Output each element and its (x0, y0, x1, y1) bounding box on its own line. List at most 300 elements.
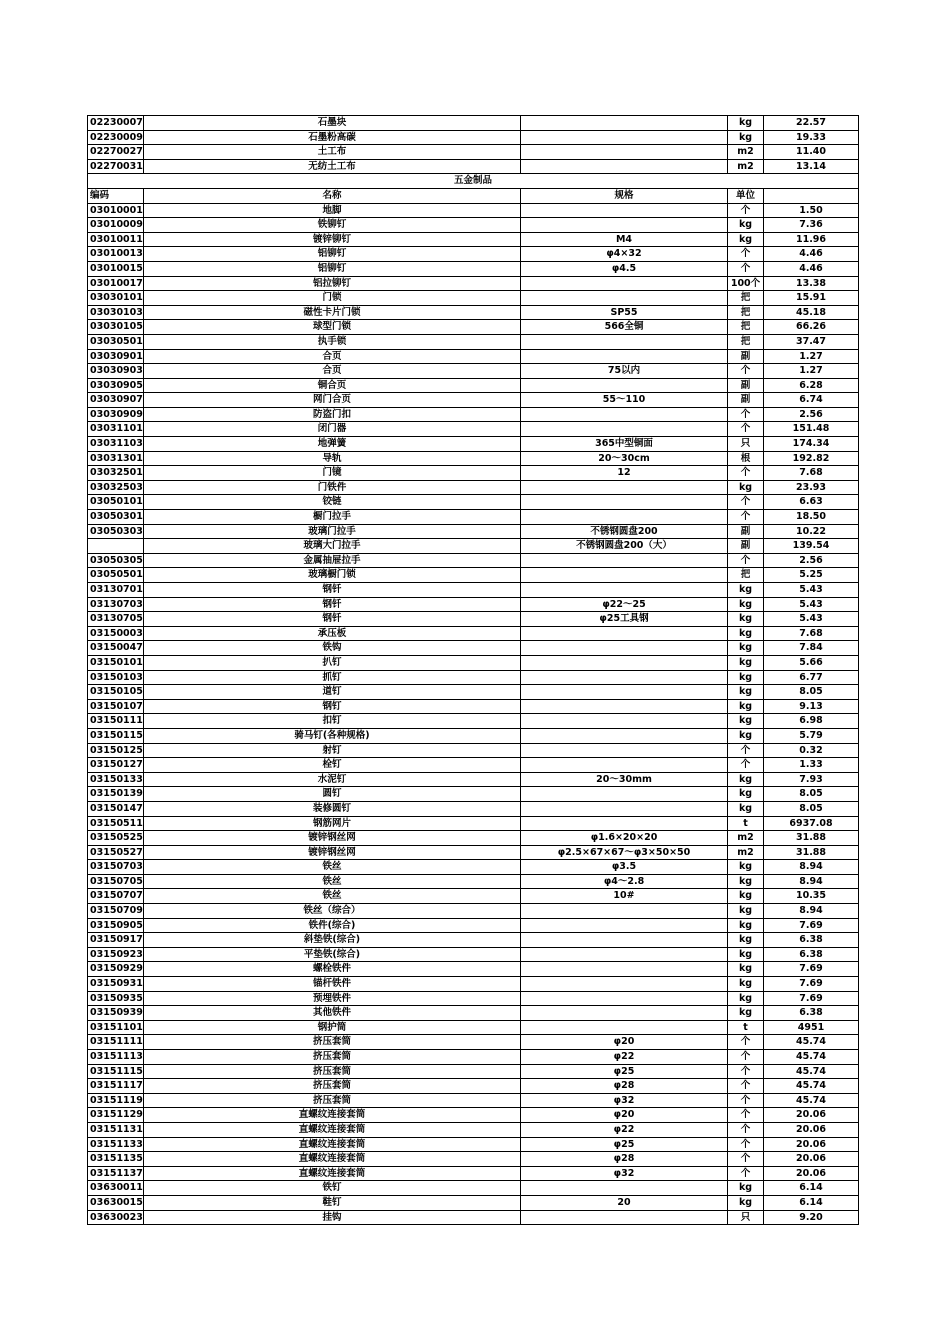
code-cell[interactable]: 03010015 (88, 261, 144, 276)
price-cell[interactable]: 7.69 (764, 962, 859, 977)
price-cell[interactable]: 6.14 (764, 1195, 859, 1210)
name-cell[interactable]: 挤压套筒 (144, 1035, 521, 1050)
unit-cell[interactable]: 个 (728, 510, 764, 525)
spec-cell[interactable]: φ2.5×67×67～φ3×50×50 (521, 845, 728, 860)
price-cell[interactable]: 6937.08 (764, 816, 859, 831)
unit-cell[interactable]: kg (728, 977, 764, 992)
name-cell[interactable]: 执手锁 (144, 334, 521, 349)
code-cell[interactable]: 03150101 (88, 655, 144, 670)
unit-cell[interactable]: kg (728, 874, 764, 889)
spec-cell[interactable] (521, 670, 728, 685)
price-cell[interactable]: 1.33 (764, 758, 859, 773)
code-cell[interactable]: 03150111 (88, 714, 144, 729)
unit-cell[interactable]: 个 (728, 407, 764, 422)
name-cell[interactable]: 铁丝 (144, 860, 521, 875)
price-cell[interactable]: 151.48 (764, 422, 859, 437)
unit-cell[interactable]: kg (728, 130, 764, 145)
spec-cell[interactable] (521, 495, 728, 510)
spec-cell[interactable]: φ22 (521, 1050, 728, 1065)
spec-cell[interactable] (521, 641, 728, 656)
code-cell[interactable]: 03030501 (88, 334, 144, 349)
name-cell[interactable]: 石墨粉高碳 (144, 130, 521, 145)
spec-cell[interactable] (521, 787, 728, 802)
code-cell[interactable]: 03050303 (88, 524, 144, 539)
spec-cell[interactable] (521, 655, 728, 670)
price-cell[interactable]: 5.66 (764, 655, 859, 670)
price-cell[interactable]: 11.96 (764, 232, 859, 247)
price-cell[interactable]: 13.38 (764, 276, 859, 291)
unit-cell[interactable]: m2 (728, 145, 764, 160)
unit-cell[interactable]: 个 (728, 1079, 764, 1094)
spec-cell[interactable]: φ28 (521, 1079, 728, 1094)
unit-cell[interactable]: 副 (728, 393, 764, 408)
name-cell[interactable]: 地弹簧 (144, 437, 521, 452)
code-cell[interactable]: 03150133 (88, 772, 144, 787)
name-cell[interactable]: 锚杆铁件 (144, 977, 521, 992)
code-cell[interactable]: 03150709 (88, 904, 144, 919)
price-cell[interactable]: 1.50 (764, 203, 859, 218)
spec-cell[interactable] (521, 116, 728, 131)
name-cell[interactable]: 挤压套筒 (144, 1093, 521, 1108)
unit-cell[interactable]: 把 (728, 334, 764, 349)
code-cell[interactable]: 03030103 (88, 305, 144, 320)
unit-cell[interactable]: m2 (728, 831, 764, 846)
code-cell[interactable]: 03630023 (88, 1210, 144, 1225)
spec-cell[interactable]: M4 (521, 232, 728, 247)
name-cell[interactable]: 玻璃门拉手 (144, 524, 521, 539)
unit-cell[interactable]: kg (728, 685, 764, 700)
unit-cell[interactable]: 个 (728, 1050, 764, 1065)
price-cell[interactable]: 7.68 (764, 466, 859, 481)
name-cell[interactable]: 铁丝 (144, 874, 521, 889)
spec-cell[interactable]: 365中型铜面 (521, 437, 728, 452)
code-cell[interactable]: 03010011 (88, 232, 144, 247)
code-cell[interactable]: 02230007 (88, 116, 144, 131)
code-cell[interactable]: 03150525 (88, 831, 144, 846)
code-cell[interactable]: 编码 (88, 188, 144, 203)
price-cell[interactable]: 4.46 (764, 247, 859, 262)
price-cell[interactable]: 9.13 (764, 699, 859, 714)
spec-cell[interactable]: φ32 (521, 1166, 728, 1181)
name-cell[interactable]: 镀锌钢丝网 (144, 845, 521, 860)
spec-cell[interactable] (521, 991, 728, 1006)
name-cell[interactable]: 球型门锁 (144, 320, 521, 335)
code-cell[interactable]: 03150705 (88, 874, 144, 889)
name-cell[interactable]: 直螺纹连接套筒 (144, 1137, 521, 1152)
price-cell[interactable]: 5.43 (764, 597, 859, 612)
unit-cell[interactable]: kg (728, 933, 764, 948)
unit-cell[interactable]: 副 (728, 539, 764, 554)
spec-cell[interactable]: 566全铜 (521, 320, 728, 335)
code-cell[interactable]: 03151113 (88, 1050, 144, 1065)
code-cell[interactable]: 02270031 (88, 159, 144, 174)
spec-cell[interactable]: φ25工具钢 (521, 612, 728, 627)
spec-cell[interactable]: 12 (521, 466, 728, 481)
price-cell[interactable]: 22.57 (764, 116, 859, 131)
name-cell[interactable]: 钢钎 (144, 597, 521, 612)
unit-cell[interactable]: 只 (728, 437, 764, 452)
unit-cell[interactable]: kg (728, 218, 764, 233)
spec-cell[interactable]: φ4～2.8 (521, 874, 728, 889)
spec-cell[interactable] (521, 159, 728, 174)
name-cell[interactable]: 铁钉 (144, 1181, 521, 1196)
code-cell[interactable]: 03150931 (88, 977, 144, 992)
code-cell[interactable]: 03032503 (88, 480, 144, 495)
code-cell[interactable]: 03151101 (88, 1020, 144, 1035)
code-cell[interactable]: 03050501 (88, 568, 144, 583)
code-cell[interactable]: 03150939 (88, 1006, 144, 1021)
price-cell[interactable]: 13.14 (764, 159, 859, 174)
spec-cell[interactable]: φ32 (521, 1093, 728, 1108)
code-cell[interactable]: 03031301 (88, 451, 144, 466)
code-cell[interactable]: 03151133 (88, 1137, 144, 1152)
unit-cell[interactable]: kg (728, 991, 764, 1006)
unit-cell[interactable]: kg (728, 728, 764, 743)
code-cell[interactable]: 03151115 (88, 1064, 144, 1079)
code-cell[interactable] (88, 539, 144, 554)
price-cell[interactable]: 139.54 (764, 539, 859, 554)
name-cell[interactable]: 抓钉 (144, 670, 521, 685)
name-cell[interactable]: 铝拉铆钉 (144, 276, 521, 291)
unit-cell[interactable]: 个 (728, 247, 764, 262)
unit-cell[interactable]: 个 (728, 1064, 764, 1079)
spec-cell[interactable]: SP55 (521, 305, 728, 320)
price-cell[interactable]: 6.38 (764, 947, 859, 962)
spec-cell[interactable]: φ20 (521, 1035, 728, 1050)
price-cell[interactable]: 5.79 (764, 728, 859, 743)
name-cell[interactable]: 钢钎 (144, 583, 521, 598)
spec-cell[interactable] (521, 1020, 728, 1035)
unit-cell[interactable]: 单位 (728, 188, 764, 203)
price-cell[interactable]: 2.56 (764, 553, 859, 568)
name-cell[interactable]: 网门合页 (144, 393, 521, 408)
price-cell[interactable]: 6.38 (764, 1006, 859, 1021)
name-cell[interactable]: 合页 (144, 364, 521, 379)
name-cell[interactable]: 直螺纹连接套筒 (144, 1108, 521, 1123)
unit-cell[interactable]: 个 (728, 743, 764, 758)
spec-cell[interactable]: 10# (521, 889, 728, 904)
unit-cell[interactable]: 个 (728, 1166, 764, 1181)
name-cell[interactable]: 骑马钉(各种规格) (144, 728, 521, 743)
name-cell[interactable]: 导轨 (144, 451, 521, 466)
code-cell[interactable]: 03030901 (88, 349, 144, 364)
spec-cell[interactable] (521, 145, 728, 160)
name-cell[interactable]: 玻璃大门拉手 (144, 539, 521, 554)
price-cell[interactable]: 45.74 (764, 1079, 859, 1094)
name-cell[interactable]: 闭门器 (144, 422, 521, 437)
price-cell[interactable]: 7.69 (764, 977, 859, 992)
unit-cell[interactable]: m2 (728, 159, 764, 174)
name-cell[interactable]: 扒钉 (144, 655, 521, 670)
code-cell[interactable]: 03010017 (88, 276, 144, 291)
price-cell[interactable]: 18.50 (764, 510, 859, 525)
name-cell[interactable]: 铰链 (144, 495, 521, 510)
name-cell[interactable]: 土工布 (144, 145, 521, 160)
unit-cell[interactable]: kg (728, 626, 764, 641)
name-cell[interactable]: 无纺土工布 (144, 159, 521, 174)
spec-cell[interactable]: φ22 (521, 1122, 728, 1137)
price-cell[interactable]: 7.69 (764, 991, 859, 1006)
unit-cell[interactable]: kg (728, 232, 764, 247)
code-cell[interactable]: 03130703 (88, 597, 144, 612)
price-cell[interactable]: 20.06 (764, 1152, 859, 1167)
spec-cell[interactable]: 55～110 (521, 393, 728, 408)
code-cell[interactable]: 03150935 (88, 991, 144, 1006)
price-cell[interactable]: 8.05 (764, 787, 859, 802)
price-cell[interactable]: 11.40 (764, 145, 859, 160)
price-cell[interactable]: 5.43 (764, 583, 859, 598)
unit-cell[interactable]: kg (728, 1006, 764, 1021)
code-cell[interactable]: 03030903 (88, 364, 144, 379)
spec-cell[interactable]: 20 (521, 1195, 728, 1210)
price-cell[interactable]: 9.20 (764, 1210, 859, 1225)
price-cell[interactable]: 192.82 (764, 451, 859, 466)
spec-cell[interactable] (521, 480, 728, 495)
name-cell[interactable]: 石墨块 (144, 116, 521, 131)
code-cell[interactable]: 03151129 (88, 1108, 144, 1123)
code-cell[interactable]: 03150917 (88, 933, 144, 948)
unit-cell[interactable]: kg (728, 947, 764, 962)
unit-cell[interactable]: kg (728, 889, 764, 904)
spec-cell[interactable]: 不锈钢圆盘200 (521, 524, 728, 539)
unit-cell[interactable]: 个 (728, 553, 764, 568)
name-cell[interactable]: 水泥钉 (144, 772, 521, 787)
unit-cell[interactable]: t (728, 1020, 764, 1035)
name-cell[interactable]: 金属抽屉拉手 (144, 553, 521, 568)
price-cell[interactable]: 0.32 (764, 743, 859, 758)
name-cell[interactable]: 防盗门扣 (144, 407, 521, 422)
name-cell[interactable]: 斜垫铁(综合) (144, 933, 521, 948)
code-cell[interactable]: 03030101 (88, 291, 144, 306)
price-cell[interactable]: 66.26 (764, 320, 859, 335)
name-cell[interactable]: 其他铁件 (144, 1006, 521, 1021)
unit-cell[interactable]: 把 (728, 305, 764, 320)
spec-cell[interactable] (521, 758, 728, 773)
code-cell[interactable]: 03010013 (88, 247, 144, 262)
price-cell[interactable] (764, 188, 859, 203)
code-cell[interactable]: 03150527 (88, 845, 144, 860)
spec-cell[interactable] (521, 203, 728, 218)
code-cell[interactable]: 03030905 (88, 378, 144, 393)
code-cell[interactable]: 03150105 (88, 685, 144, 700)
name-cell[interactable]: 射钉 (144, 743, 521, 758)
unit-cell[interactable]: kg (728, 641, 764, 656)
price-cell[interactable]: 174.34 (764, 437, 859, 452)
unit-cell[interactable]: 个 (728, 203, 764, 218)
code-cell[interactable]: 03150003 (88, 626, 144, 641)
name-cell[interactable]: 挂钩 (144, 1210, 521, 1225)
code-cell[interactable]: 02270027 (88, 145, 144, 160)
unit-cell[interactable]: 个 (728, 1137, 764, 1152)
price-cell[interactable]: 6.74 (764, 393, 859, 408)
name-cell[interactable]: 橱门拉手 (144, 510, 521, 525)
name-cell[interactable]: 磁性卡片门锁 (144, 305, 521, 320)
name-cell[interactable]: 门镜 (144, 466, 521, 481)
unit-cell[interactable]: kg (728, 962, 764, 977)
code-cell[interactable]: 03150047 (88, 641, 144, 656)
unit-cell[interactable]: 副 (728, 349, 764, 364)
spec-cell[interactable]: φ3.5 (521, 860, 728, 875)
price-cell[interactable]: 5.43 (764, 612, 859, 627)
spec-cell[interactable] (521, 728, 728, 743)
code-cell[interactable]: 03150923 (88, 947, 144, 962)
unit-cell[interactable]: 个 (728, 261, 764, 276)
unit-cell[interactable]: kg (728, 918, 764, 933)
spec-cell[interactable]: 75以内 (521, 364, 728, 379)
name-cell[interactable]: 铁丝 (144, 889, 521, 904)
spec-cell[interactable] (521, 743, 728, 758)
unit-cell[interactable]: 个 (728, 1152, 764, 1167)
price-cell[interactable]: 45.74 (764, 1035, 859, 1050)
spec-cell[interactable] (521, 714, 728, 729)
name-cell[interactable]: 栓钉 (144, 758, 521, 773)
name-cell[interactable]: 鞋钉 (144, 1195, 521, 1210)
unit-cell[interactable]: 个 (728, 1122, 764, 1137)
unit-cell[interactable]: 把 (728, 291, 764, 306)
unit-cell[interactable]: 个 (728, 466, 764, 481)
name-cell[interactable]: 门铁件 (144, 480, 521, 495)
name-cell[interactable]: 道钉 (144, 685, 521, 700)
code-cell[interactable]: 03150107 (88, 699, 144, 714)
unit-cell[interactable]: 个 (728, 758, 764, 773)
code-cell[interactable]: 03150703 (88, 860, 144, 875)
code-cell[interactable]: 03151119 (88, 1093, 144, 1108)
spec-cell[interactable] (521, 918, 728, 933)
spec-cell[interactable]: φ28 (521, 1152, 728, 1167)
code-cell[interactable]: 03151131 (88, 1122, 144, 1137)
unit-cell[interactable]: kg (728, 116, 764, 131)
unit-cell[interactable]: kg (728, 699, 764, 714)
name-cell[interactable]: 钢钉 (144, 699, 521, 714)
spec-cell[interactable]: 20～30mm (521, 772, 728, 787)
name-cell[interactable]: 平垫铁(综合) (144, 947, 521, 962)
code-cell[interactable]: 03031103 (88, 437, 144, 452)
spec-cell[interactable]: φ1.6×20×20 (521, 831, 728, 846)
unit-cell[interactable]: kg (728, 670, 764, 685)
price-cell[interactable]: 6.38 (764, 933, 859, 948)
spec-cell[interactable] (521, 685, 728, 700)
spec-cell[interactable] (521, 1181, 728, 1196)
price-cell[interactable]: 45.74 (764, 1050, 859, 1065)
spec-cell[interactable] (521, 568, 728, 583)
name-cell[interactable]: 挤压套筒 (144, 1050, 521, 1065)
spec-cell[interactable] (521, 130, 728, 145)
code-cell[interactable]: 03150905 (88, 918, 144, 933)
price-cell[interactable]: 37.47 (764, 334, 859, 349)
name-cell[interactable]: 直螺纹连接套筒 (144, 1122, 521, 1137)
code-cell[interactable]: 03151137 (88, 1166, 144, 1181)
price-cell[interactable]: 45.74 (764, 1093, 859, 1108)
name-cell[interactable]: 铁钩 (144, 641, 521, 656)
name-cell[interactable]: 铜合页 (144, 378, 521, 393)
price-cell[interactable]: 15.91 (764, 291, 859, 306)
unit-cell[interactable]: t (728, 816, 764, 831)
unit-cell[interactable]: 个 (728, 1093, 764, 1108)
price-cell[interactable]: 10.35 (764, 889, 859, 904)
unit-cell[interactable]: kg (728, 655, 764, 670)
spec-cell[interactable] (521, 904, 728, 919)
code-cell[interactable]: 03010009 (88, 218, 144, 233)
price-cell[interactable]: 4.46 (764, 261, 859, 276)
price-cell[interactable]: 7.84 (764, 641, 859, 656)
price-cell[interactable]: 8.94 (764, 860, 859, 875)
name-cell[interactable]: 直螺纹连接套筒 (144, 1166, 521, 1181)
code-cell[interactable]: 03150929 (88, 962, 144, 977)
price-cell[interactable]: 31.88 (764, 831, 859, 846)
code-cell[interactable]: 03630011 (88, 1181, 144, 1196)
price-cell[interactable]: 6.98 (764, 714, 859, 729)
spec-cell[interactable] (521, 334, 728, 349)
name-cell[interactable]: 扣钉 (144, 714, 521, 729)
spec-cell[interactable] (521, 378, 728, 393)
unit-cell[interactable]: 个 (728, 1035, 764, 1050)
name-cell[interactable]: 地脚 (144, 203, 521, 218)
code-cell[interactable]: 03130705 (88, 612, 144, 627)
code-cell[interactable]: 03150511 (88, 816, 144, 831)
unit-cell[interactable]: 个 (728, 495, 764, 510)
spec-cell[interactable]: φ22～25 (521, 597, 728, 612)
unit-cell[interactable]: 个 (728, 422, 764, 437)
price-cell[interactable]: 1.27 (764, 364, 859, 379)
code-cell[interactable]: 03150127 (88, 758, 144, 773)
name-cell[interactable]: 铁铆钉 (144, 218, 521, 233)
spec-cell[interactable]: φ20 (521, 1108, 728, 1123)
name-cell[interactable]: 铝铆钉 (144, 261, 521, 276)
spec-cell[interactable]: 不锈钢圆盘200（大） (521, 539, 728, 554)
unit-cell[interactable]: 把 (728, 320, 764, 335)
price-cell[interactable]: 4951 (764, 1020, 859, 1035)
unit-cell[interactable]: 个 (728, 1108, 764, 1123)
code-cell[interactable]: 03030105 (88, 320, 144, 335)
code-cell[interactable]: 03010001 (88, 203, 144, 218)
spec-cell[interactable]: 20～30cm (521, 451, 728, 466)
price-cell[interactable]: 8.94 (764, 874, 859, 889)
unit-cell[interactable]: 根 (728, 451, 764, 466)
unit-cell[interactable]: m2 (728, 845, 764, 860)
name-cell[interactable]: 直螺纹连接套筒 (144, 1152, 521, 1167)
name-cell[interactable]: 预埋铁件 (144, 991, 521, 1006)
unit-cell[interactable]: kg (728, 597, 764, 612)
price-cell[interactable]: 7.69 (764, 918, 859, 933)
unit-cell[interactable]: 个 (728, 364, 764, 379)
unit-cell[interactable]: kg (728, 480, 764, 495)
name-cell[interactable]: 装修圆钉 (144, 801, 521, 816)
code-cell[interactable]: 02230009 (88, 130, 144, 145)
price-cell[interactable]: 45.74 (764, 1064, 859, 1079)
spec-cell[interactable] (521, 583, 728, 598)
spec-cell[interactable] (521, 422, 728, 437)
code-cell[interactable]: 03150103 (88, 670, 144, 685)
spec-cell[interactable] (521, 553, 728, 568)
price-cell[interactable]: 5.25 (764, 568, 859, 583)
unit-cell[interactable]: kg (728, 583, 764, 598)
spec-cell[interactable] (521, 349, 728, 364)
unit-cell[interactable]: kg (728, 801, 764, 816)
code-cell[interactable]: 03150707 (88, 889, 144, 904)
price-cell[interactable]: 7.68 (764, 626, 859, 641)
name-cell[interactable]: 承压板 (144, 626, 521, 641)
name-cell[interactable]: 镀锌铆钉 (144, 232, 521, 247)
price-cell[interactable]: 23.93 (764, 480, 859, 495)
name-cell[interactable]: 钢钎 (144, 612, 521, 627)
name-cell[interactable]: 镀锌钢丝网 (144, 831, 521, 846)
code-cell[interactable]: 03150115 (88, 728, 144, 743)
name-cell[interactable]: 铁丝（综合） (144, 904, 521, 919)
code-cell[interactable]: 03151135 (88, 1152, 144, 1167)
spec-cell[interactable]: φ25 (521, 1137, 728, 1152)
price-cell[interactable]: 1.27 (764, 349, 859, 364)
name-cell[interactable]: 圆钉 (144, 787, 521, 802)
